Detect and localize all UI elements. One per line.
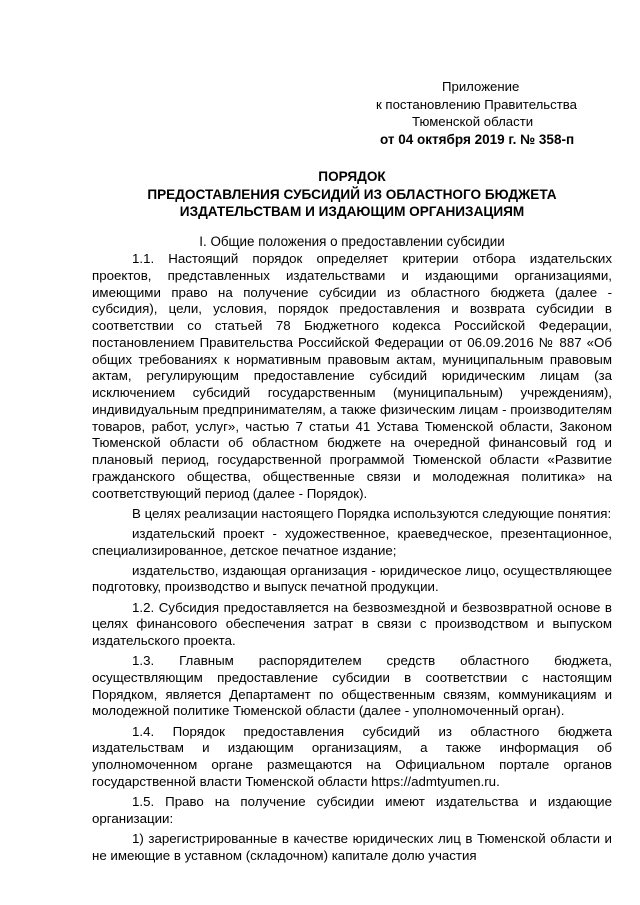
appendix-region: Тюменской области xyxy=(412,114,534,129)
paragraph-definitions-intro: В целях реализации настоящего Порядка используются следующие понятия: xyxy=(132,505,612,521)
document-title xyxy=(92,168,612,221)
paragraph-definition-publisher: издательство, издающая организация - юридическое лицо, осуществляющее подготовку, производство и выпуск печатной продукции. xyxy=(92,562,612,595)
paragraph-1-1: 1.1. Настоящий порядок определяет критерии отбора издательских проектов, представленных издательствами и издающими организациями, имеющими право на получение субсидии из областного бюджета (далее - субсидия), цели, условия, порядок предоставления и возврата субсидии в соответствии со статьей 78 Бюджетного кодекса Российской Федерации, постановлением Правительства Российской Федерации от 06.09.2016 № 887 «Об общих требованиях к нормативным правовым актам, муниципальным правовым актам, регулирующим предоставление субсидий юридическим лицам (за исключением субсидий государственным (муниципальным) учреждениям), индивидуальным предпринимателям, а также физическим лицам - производителям товаров, работ, услуг», частью 7 статьи 41 Устава Тюменской области, Законом Тюменской области об областном бюджете на очередной финансовый год и плановый период, государственной программой Тюменской области «Развитие гражданского общества, общественные связи и молодежная политика» на соответствующий период (далее - Порядок). xyxy=(92,251,612,501)
appendix-label: Приложение xyxy=(442,79,520,94)
title-line-2: ПРЕДОСТАВЛЕНИЯ СУБСИДИЙ ИЗ ОБЛАСТНОГО БЮДЖЕТА xyxy=(147,186,557,202)
paragraph-1-4: 1.4. Порядок предоставления субсидий из областного бюджета издательствам и издающим организациям, а также информация об уполномоченном органе размещаются на Официальном портале органов государственной власти Тюменской области https://admtyumen.ru. xyxy=(92,723,612,789)
appendix-date-number: от 04 октября 2019 г. № 358-п xyxy=(380,131,575,147)
title-line-1: ПОРЯДОК xyxy=(318,169,386,184)
paragraph-1-5-item-1: 1) зарегистрированные в качестве юридических лиц в Тюменской области и не имеющие в уставном (складочном) капитале долю участия xyxy=(92,830,612,863)
paragraph-1-5: 1.5. Право на получение субсидии имеют издательства и издающие организации: xyxy=(92,793,612,826)
paragraph-1-3: 1.3. Главным распорядителем средств областного бюджета, осуществляющим предоставление субсидии в соответствии с настоящим Порядком, является Департамент по общественным связям, коммуникациям и молодежной политике Тюменской области (далее - уполномоченный орган). xyxy=(92,653,612,719)
paragraph-definition-project: издательский проект - художественное, краеведческое, презентационное, специализированное, детское печатное издание; xyxy=(92,525,612,558)
document-body xyxy=(92,251,612,864)
section-title: I. Общие положения о предоставлении субсидии xyxy=(199,234,505,249)
appendix-resolution: к постановлению Правительства xyxy=(376,96,577,112)
title-line-3: ИЗДАТЕЛЬСТВАМ И ИЗДАЮЩИМ ОРГАНИЗАЦИЯМ xyxy=(179,204,525,219)
paragraph-1-2: 1.2. Субсидия предоставляется на безвозмездной и безвозвратной основе в целях финансового обеспечения затрат в связи с производством и выпуском издательского проекта. xyxy=(92,599,612,649)
